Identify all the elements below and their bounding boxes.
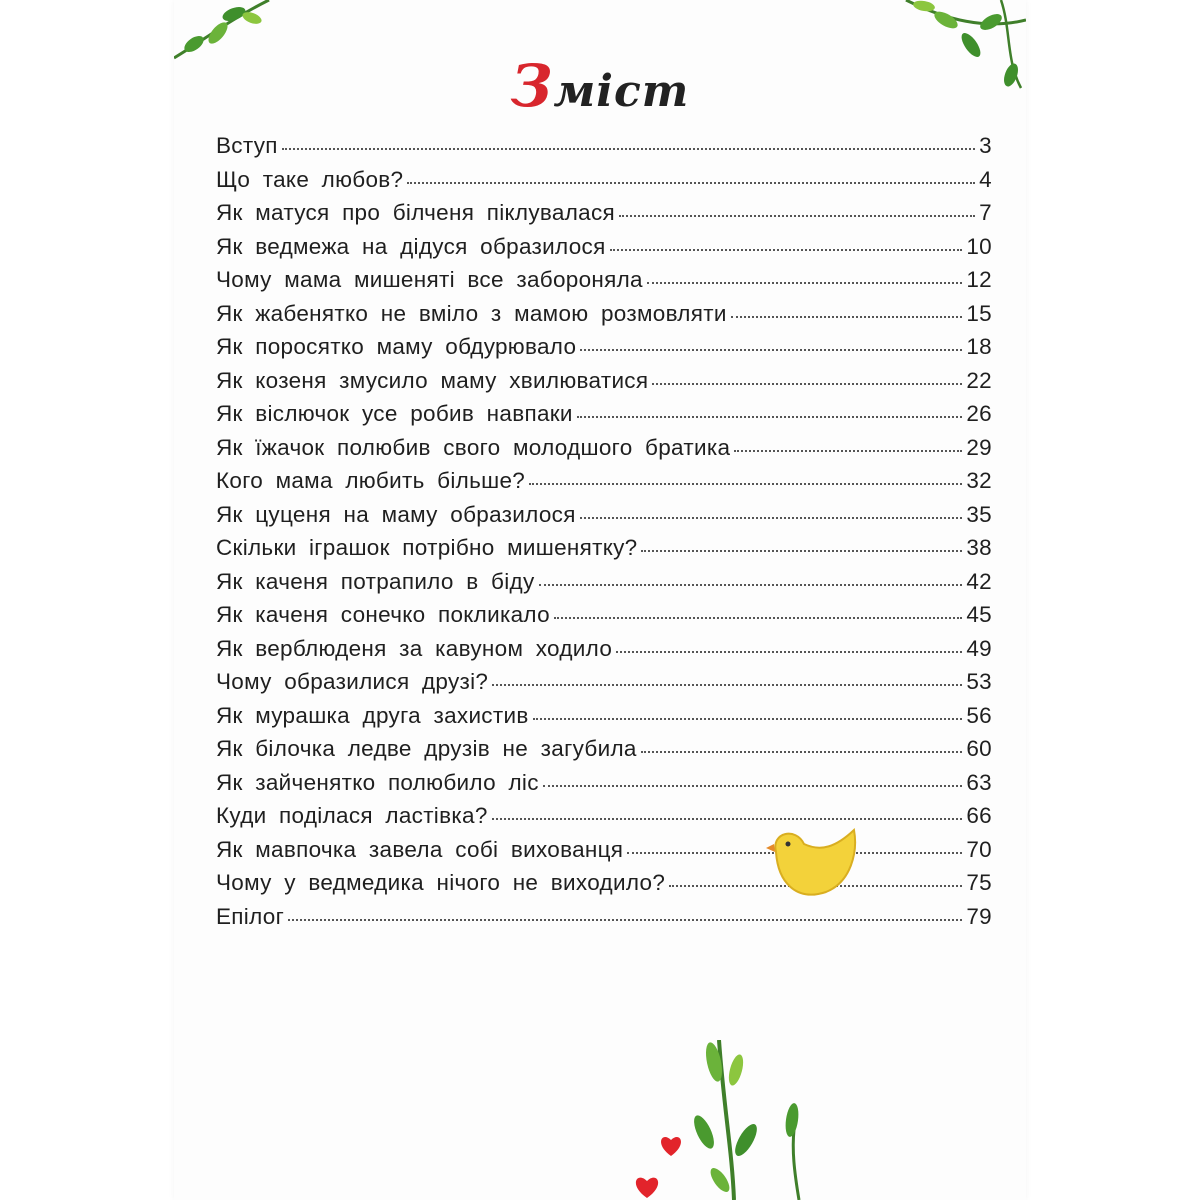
toc-entry-title: Як мавпочка завела собі вихованця (216, 836, 624, 862)
toc-entry-page-number: 3 (979, 133, 992, 158)
toc-entry-page-number: 18 (966, 334, 992, 359)
toc-entry-page-number: 56 (966, 702, 992, 728)
toc-entry-title: Куди поділася ластівка? (216, 803, 488, 828)
toc-entry-title: Як каченя сонечко покликало (216, 602, 550, 627)
toc-entry-page-number: 26 (966, 401, 992, 426)
toc-entry-title: Як каченя потрапило в біду (216, 568, 535, 594)
toc-entry-title: Як віслючок усе робив навпаки (216, 401, 573, 426)
dot-leader (539, 584, 963, 586)
toc-entry-title: Що таке любов? (216, 166, 404, 192)
book-page (174, 0, 1026, 1200)
dot-leader (734, 450, 962, 452)
toc-entry (216, 334, 992, 368)
toc-entry-title: Як поросятко маму обдурювало (216, 334, 577, 359)
dot-leader (288, 919, 962, 921)
toc-entry (216, 803, 992, 837)
toc-entry-page-number: 4 (979, 166, 992, 192)
toc-entry-page-number: 15 (966, 300, 992, 326)
toc-entry-title: Як білочка ледве друзів не загубила (216, 736, 637, 761)
toc-entry-title: Як зайченятко полюбило ліс (216, 769, 539, 795)
toc-entry-page-number: 60 (966, 736, 992, 761)
dot-leader (641, 751, 963, 753)
toc-entry-page-number: 63 (966, 769, 992, 795)
dot-leader (647, 282, 963, 284)
dot-leader (577, 416, 963, 418)
dot-leader (580, 517, 963, 519)
toc-entry (216, 870, 992, 904)
toc-entry-page-number: 45 (966, 602, 992, 627)
toc-entry-page-number: 10 (966, 233, 992, 259)
toc-entry-page-number: 29 (966, 434, 992, 460)
toc-entry-title: Чому мама мишеняті все забороняла (216, 267, 643, 292)
page-title (174, 52, 1026, 122)
toc-entry (216, 167, 992, 201)
title-initial: З (510, 52, 554, 120)
toc-entry (216, 904, 992, 938)
toc-entry-title: Кого мама любить більше? (216, 468, 526, 493)
toc-entry-title: Як цуценя на маму образилося (216, 501, 576, 527)
toc-entry-page-number: 12 (966, 267, 992, 292)
toc-entry-title: Епілог (216, 903, 285, 929)
toc-entry (216, 368, 992, 402)
toc-entry-page-number: 22 (966, 367, 992, 393)
toc-entry-page-number: 75 (966, 870, 992, 895)
toc-entry-page-number: 49 (966, 635, 992, 661)
dot-leader (282, 148, 975, 150)
toc-entry-page-number: 79 (966, 903, 992, 929)
toc-entry (216, 301, 992, 335)
toc-entry-page-number: 32 (966, 468, 992, 493)
dot-leader (492, 684, 962, 686)
dot-leader (610, 249, 963, 251)
toc-entry-title: Як їжачок полюбив свого молодшого братика (216, 434, 731, 460)
toc-entry-page-number: 53 (966, 669, 992, 694)
toc-entry-page-number: 35 (966, 501, 992, 527)
title-rest: міст (553, 66, 690, 117)
toc-entry-title: Як ведмежа на дідуся образилося (216, 233, 606, 259)
toc-entry-title: Чому образилися друзі? (216, 669, 489, 694)
toc-entry-title: Чому у ведмедика нічого не виходило? (216, 870, 666, 895)
dot-leader (580, 349, 962, 351)
toc-entry (216, 435, 992, 469)
toc-entry (216, 200, 992, 234)
toc-entry-title: Як матуся про білченя піклувалася (216, 200, 615, 225)
toc-entry-title: Вступ (216, 133, 278, 158)
toc-entry (216, 837, 992, 871)
toc-entry-page-number: 38 (966, 535, 992, 560)
toc-entry (216, 669, 992, 703)
dot-leader (616, 651, 962, 653)
heart-icon (658, 1134, 684, 1158)
toc-entry (216, 502, 992, 536)
dot-leader (529, 483, 962, 485)
toc-entry (216, 770, 992, 804)
toc-entry (216, 703, 992, 737)
dot-leader (641, 550, 962, 552)
toc-entry (216, 569, 992, 603)
toc-entry (216, 736, 992, 770)
dot-leader (492, 818, 963, 820)
bird-icon (766, 822, 866, 912)
table-of-contents (216, 133, 992, 937)
toc-entry (216, 636, 992, 670)
toc-entry-page-number: 42 (966, 568, 992, 594)
toc-entry (216, 234, 992, 268)
toc-entry (216, 468, 992, 502)
heart-icon (632, 1174, 662, 1200)
toc-entry-title: Як мурашка друга захистив (216, 702, 529, 728)
toc-entry (216, 401, 992, 435)
dot-leader (652, 383, 962, 385)
dot-leader (554, 617, 962, 619)
toc-entry (216, 133, 992, 167)
toc-entry-title: Як жабенятко не вміло з мамою розмовляти (216, 300, 727, 326)
toc-entry-title: Як козеня змусило маму хвилюватися (216, 367, 649, 393)
toc-entry-page-number: 70 (966, 836, 992, 862)
toc-entry (216, 535, 992, 569)
dot-leader (533, 718, 963, 720)
toc-entry-page-number: 7 (979, 200, 992, 225)
toc-entry-page-number: 66 (966, 803, 992, 828)
dot-leader (407, 182, 975, 184)
toc-entry (216, 602, 992, 636)
dot-leader (543, 785, 963, 787)
toc-entry-title: Скільки іграшок потрібно мишенятку? (216, 535, 638, 560)
toc-entry (216, 267, 992, 301)
dot-leader (619, 215, 975, 217)
toc-entry-title: Як верблюденя за кавуном ходило (216, 635, 613, 661)
dot-leader (731, 316, 963, 318)
